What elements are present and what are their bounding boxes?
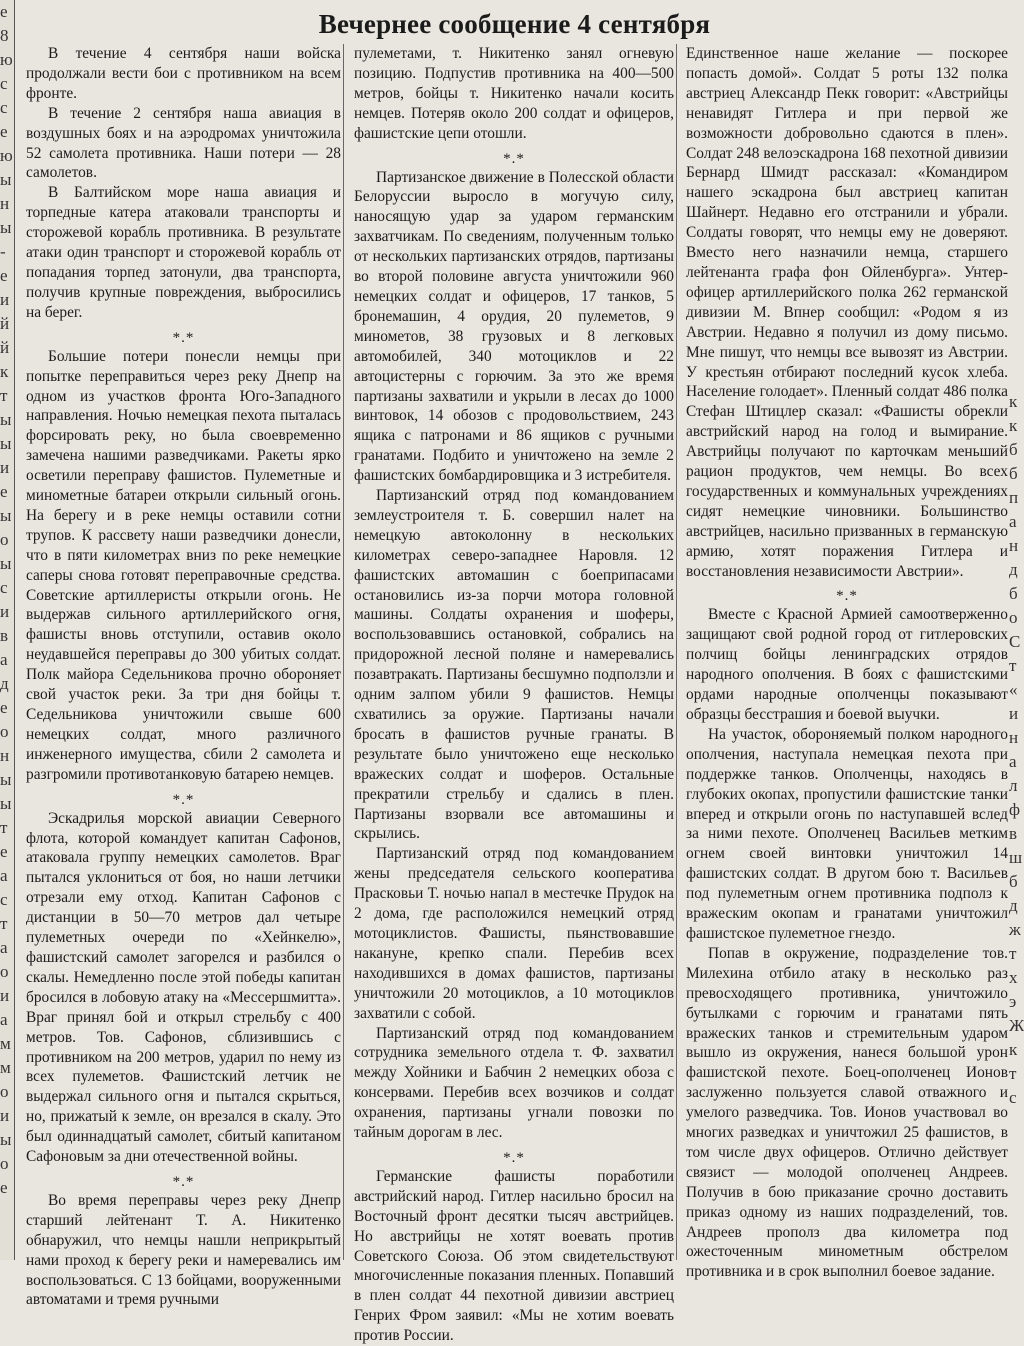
edge-fragment: п: [1009, 488, 1019, 507]
edge-fragment: ы: [0, 794, 12, 813]
left-edge-clipped-column: [0, 0, 15, 1260]
section-separator: *.*: [503, 1149, 525, 1166]
edge-fragment: ы: [0, 554, 12, 573]
edge-fragment: с: [0, 890, 8, 909]
edge-fragment: с: [0, 98, 8, 117]
article-paragraph: На участок, обороняемый полком народного ополчения, наступала немецкая пехота при поддержке танков. Ополченцы, находясь в глубоких окопах, пропустили фашистские танки вперед и открыли огонь по наступавшей вслед за ними пехоте. Ополченец Васильев метким огнем своей винтовки уничтожил 14 фашистских солдат. В другом бою т. Васильев под пулеметным огнем противника подполз к вражеским окопам и гранатами уничтожил фашистское пулеметное гнездо.: [686, 725, 1008, 942]
edge-fragment: ы: [0, 434, 12, 453]
edge-fragment: и: [1009, 704, 1019, 723]
edge-fragment: а: [1009, 512, 1017, 531]
edge-fragment: С: [1009, 632, 1021, 651]
edge-fragment: д: [1009, 896, 1018, 915]
edge-fragment: с: [0, 578, 8, 597]
edge-fragment: а: [1009, 752, 1017, 771]
edge-fragment: ф: [1009, 800, 1021, 819]
column-2: [354, 44, 674, 1345]
edge-fragment: б: [1009, 872, 1018, 891]
edge-fragment: е: [0, 122, 8, 141]
edge-fragment: к: [1009, 416, 1018, 435]
edge-fragment: с: [0, 74, 8, 93]
edge-fragment: ю: [0, 50, 13, 69]
article-paragraph: Партизанский отряд под командованием жены председателя сельского кооператива Прасковьи Т. ночью напал в местечке Прудок на 2 дома, где расположился немецкий отряд мотоциклистов. Фашисты, пьянствовавшие накануне, крепко спали. Перебив всех находившихся в домах фашистов, партизаны уничтожили 20 мотоциклов, а 10 мотоциклов захватили с собой.: [354, 845, 674, 1022]
edge-fragment: в: [1009, 824, 1018, 843]
edge-fragment: а: [0, 1010, 8, 1029]
edge-fragment: э: [1009, 992, 1017, 1011]
edge-fragment: ы: [0, 770, 12, 789]
edge-fragment: о: [0, 722, 9, 741]
article-paragraph: Вместе с Красной Армией самоотверженно защищают свой родной город от гитлеровских полчищ бойцы ленинградских отрядов народного ополчения. В боях с фашистскими ордами народные ополченцы показывают образцы бесстрашия и боевой выучки.: [686, 606, 1008, 723]
section-separator: *.*: [503, 150, 525, 167]
edge-fragment: м: [0, 1058, 11, 1077]
article-paragraph: Во время переправы через реку Днепр старший лейтенант Т. А. Никитенко обнаружил, что немцы нашли неприкрытый нами проход к берегу реки и намеревались им воспользоваться. С 13 бойцами, вооруженными автоматами и тремя ручными: [26, 1191, 341, 1309]
edge-fragment: к: [1009, 392, 1018, 411]
edge-fragment: т: [0, 818, 8, 837]
edge-fragment: й: [0, 314, 10, 333]
edge-fragment: й: [0, 338, 10, 357]
edge-fragment: х: [1009, 968, 1018, 987]
headline: Вечернее сообщение 4 сентября: [318, 9, 711, 39]
section-separator: *.*: [172, 329, 195, 346]
edge-fragment: н: [0, 746, 10, 765]
edge-fragment: о: [1009, 608, 1018, 627]
article-paragraph: Партизанский отряд под командованием землеустроителя т. Б. совершил налет на немецкую автоколонну в нескольких километрах северо-западнее Наровля. 12 фашистских автомашин с боеприпасами остановились из-за порчи мотора головной машины. Солдаты охранения и шоферы, воспользовавшись остановкой, собрались на придорожной лесной поляне и намеревались позавтракать. Партизаны бесшумно подползли и одним залпом убили 9 фашистов. Немцы схватились за оружие. Партизаны начали бросать в фашистов ручные гранаты. В результате было уничтожено еще несколько вражеских солдат и шоферов. Остальные прекратили стрельбу и сдались в плен. Партизаны взорвали все автомашины и скрылись.: [354, 487, 674, 843]
edge-fragment: е: [0, 842, 8, 861]
edge-fragment: л: [1009, 776, 1018, 795]
article-paragraph: Партизанское движение в Полесской области Белоруссии выросло в могучую силу, наносящую удар за ударом германским захватчикам. По сведениям, полученным только от нескольких партизанских отрядов, партизаны во второй половине августа уничтожили 960 немецких солдат и офицеров, 17 танков, 5 бронемашин, 4 орудия, 20 пулеметов, 9 минометов, 38 грузовых и 8 легковых автомобилей, 340 мотоциклов и 22 автоцистерны с горючим. За это же время партизаны захватили и укрыли в лесах до 1000 винтовок, 14 обозов с продовольствием, 243 ящика с патронами и 86 ящиков с ручными гранатами. Подбито и уничтожено на земле 2 фашистских бомбардировщика и 3 истребителя.: [354, 168, 674, 485]
edge-fragment: м: [0, 1034, 11, 1053]
edge-fragment: ж: [1009, 920, 1021, 939]
edge-fragment: «: [1009, 680, 1018, 699]
article-paragraph: Эскадрилья морской авиации Северного флота, которой командует капитан Сафонов, атаковала группу немецких самолетов. Враг пытался уклониться от боя, но наши летчики отрезали ему отход. Капитан Сафонов с дистанции в 50—70 метров дал четыре пулеметных очереди по «Хейнкелю», фашистский самолет загорелся и разбился о скалы. Немедленно после этой победы капитан бросился в лобовую атаку на «Мессершмитта». Враг принял бой и открыл стрельбу с 400 метров. Тов. Сафонов, сблизившись с противником на 200 метров, ударил по нему из всех пулеметов. Фашистский летчик не выдержал сильного огня и пытался скрыться, но, прижатый к земле, он врезался в скалу. Это был одиннадцатый самолет, сбитый капитаном Сафоновым за дни отечественной войны.: [26, 809, 341, 1166]
column-1: [26, 44, 341, 1309]
edge-fragment: б: [1009, 464, 1018, 483]
edge-fragment: е: [0, 1178, 8, 1197]
edge-fragment: н: [1009, 728, 1019, 747]
column-3: [686, 44, 1008, 1281]
edge-fragment: о: [0, 962, 9, 981]
article-paragraph: Попав в окружение, подразделение тов. Милехина отбило атаку в несколько раз превосходящего противника, уничтожило бутылками с горючим и гранатами пять вражеских танков и стремительным ударом вышло из окружения, нанеся большой урон фашистской пехоте. Боец-ополченец Ионов заслуженно пользуется славой отважного и умелого разведчика. Тов. Ионов участвовал во многих разведках и уничтожил 25 фашистов, в том числе двух офицеров. Отлично действует связист — молодой ополченец Андреев. Получив в бою приказание срочно доставить приказ одному из наших подразделений, тов. Андреев прополз два километра под ожесточенным минометным обстрелом противника и в срок выполнил боевое задание.: [686, 944, 1008, 1281]
edge-fragment: и: [0, 1106, 10, 1125]
edge-fragment: ы: [0, 410, 12, 429]
edge-fragment: к: [1009, 1040, 1018, 1059]
edge-fragment: а: [0, 938, 8, 957]
article-paragraph: Единственное наше желание — поскорее попасть домой». Солдат 5 роты 132 полка австриец Александр Пекк говорит: «Австрийцы ненавидят Гитлера и при первой же возможности добровольно сдаются в плен». Солдат 248 велоэскадрона 168 пехотной дивизии Бернард Шмидт рассказал: «Командиром нашего эскадрона был австриец капитан Шайнерт. Недавно его отстранили и убрали. Солдаты говорят, что немцы ему не доверяют. Вместо него назначили немца, старшего лейтенанта графа фон Ойленбурга». Унтер-офицер артиллерийского полка 262 германской дивизии М. Впнер сообщил: «Родом я из Австрии. Недавно я получил из дому письмо. Мне пишут, что немцы все вывозят из Австрии. У крестьян отбирают последний кусок хлеба. Население голодает». Пленный солдат 486 полка Стефан Штицлер сказал: «Фашисты обрекли австрийский народ на голод и вымирание. Австрийцы получают по карточкам меньший рацион продуктов, чем немцы. Во всех государственных и коммунальных учреждениях сидят немецкие чиновники. Большинство австрийцев, насильно призванных в германскую армию, хотят поражения Гитлера и восстановления независимости Австрии».: [686, 45, 1008, 580]
edge-fragment: б: [1009, 584, 1018, 603]
edge-fragment: 8: [0, 26, 9, 45]
edge-fragment: о: [0, 1082, 9, 1101]
edge-fragment: н: [1009, 536, 1019, 555]
edge-fragment: о: [0, 1154, 9, 1173]
edge-fragment: и: [0, 290, 10, 309]
edge-fragment: е: [0, 698, 8, 717]
edge-fragment: а: [0, 866, 8, 885]
article-paragraph: В течение 4 сентября наши войска продолжали вести бои с противником на всем фронте.: [26, 45, 341, 102]
edge-fragment: ы: [0, 506, 12, 525]
edge-fragment: ш: [1009, 848, 1023, 867]
edge-fragment: ю: [0, 146, 13, 165]
edge-fragment: ы: [0, 218, 12, 237]
edge-fragment: и: [0, 458, 10, 477]
article-paragraph: Большие потери понесли немцы при попытке переправиться через реку Днепр на одном из участков фронта Юго-Западного направления. Ночью немецкая пехота пыталась форсировать реку, но была своевременно замечена нашими разведчиками. Ракеты ярко осветили переправу фашистов. Пулеметные и минометные батареи открыли сильный огонь. На берегу и в реке немцы оставили сотни трупов. К рассвету наши разведчики донесли, что в пяти километрах вниз по реке немецкие саперы снова готовят переправочные средства. Советские артиллеристы открыли огонь. Не выдержав сильного артиллерийского огня, фашисты вновь отступили, оставив около неудавшейся переправы до 300 убитых солдат. Полк майора Седельникова прочно обороняет свой участок реки. За три дня бойцы т. Седельникова уничтожили свыше 600 немецких солдат, много различного инженерного имущества, сбили 2 самолета и разгромили противотанковую батарею немцев.: [26, 347, 341, 783]
edge-fragment: ы: [0, 1130, 12, 1149]
edge-fragment: и: [0, 986, 10, 1005]
edge-fragment: и: [0, 602, 10, 621]
edge-fragment: е: [0, 482, 8, 501]
edge-fragment: т: [0, 914, 8, 933]
section-separator: *.*: [172, 791, 195, 808]
edge-fragment: к: [0, 362, 9, 381]
edge-fragment: а: [0, 650, 8, 669]
edge-fragment: -: [0, 242, 6, 261]
article-paragraph: Партизанский отряд под командованием сотрудника земельного отдела т. Ф. захватил между Хойники и Бабчин 2 немецких обоза с консервами. Перебив всех возчиков и солдат охранения, партизаны угнали повозки по тайным дорогам в лес.: [354, 1024, 674, 1142]
article-paragraph: Германские фашисты поработили австрийский народ. Гитлер насильно бросил на Восточный фронт десятки тысяч австрийцев. Но австрийцы не хотят воевать против Советского Союза. Об этом свидетельствуют многочисленные показания пленных. Попавший в плен солдат 44 пехотной дивизии австриец Генрих Фром заявил: «Мы не хотим воевать против России.: [354, 1167, 674, 1345]
edge-fragment: в: [0, 626, 9, 645]
article-paragraph: В течение 2 сентября наша авиация в воздушных боях и на аэродромах уничтожила 52 самолета противника. Наши потери — 28 самолетов.: [26, 104, 341, 182]
edge-fragment: с: [1009, 1088, 1017, 1107]
edge-fragment: о: [0, 530, 9, 549]
edge-fragment: т: [1009, 1064, 1017, 1083]
article-paragraph: пулеметами, т. Никитенко занял огневую позицию. Подпустив противника на 400—500 метров, бойцы т. Никитенко начали косить немцев. Потеряв около 200 солдат и офицеров, фашистские цепи отошли.: [354, 45, 674, 142]
edge-fragment: д: [0, 674, 9, 693]
edge-fragment: Ж: [1009, 1016, 1024, 1035]
article-paragraph: В Балтийском море наша авиация и торпедные катера атаковали транспорты и сторожевой корабль противника. В результате атаки один транспорт и сторожевой корабль от попадания торпед затонули, два транспорта, получив крупные повреждения, выбросились на берег.: [26, 184, 341, 321]
section-separator: *.*: [172, 1173, 195, 1190]
edge-fragment: е: [0, 2, 8, 21]
edge-fragment: ы: [0, 170, 12, 189]
edge-fragment: т: [1009, 656, 1017, 675]
edge-fragment: т: [1009, 944, 1017, 963]
right-edge-clipped-column: [1009, 390, 1024, 1150]
article-columns: [26, 44, 1008, 1345]
section-separator: *.*: [836, 588, 858, 605]
edge-fragment: е: [0, 266, 8, 285]
edge-fragment: б: [1009, 440, 1018, 459]
edge-fragment: н: [0, 194, 10, 213]
edge-fragment: т: [0, 386, 8, 405]
edge-fragment: д: [1009, 560, 1018, 579]
